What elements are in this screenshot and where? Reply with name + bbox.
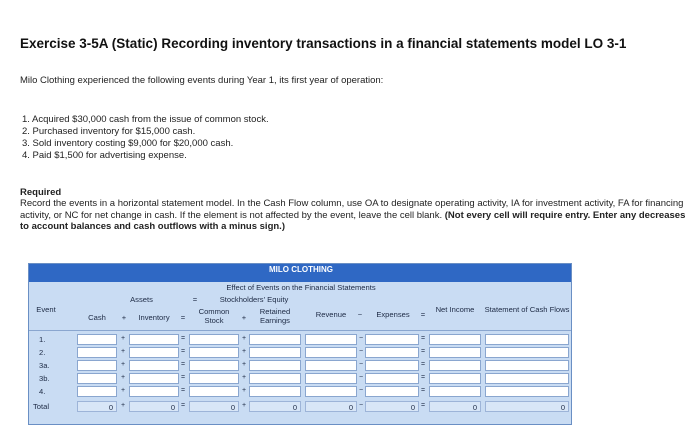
event-item-4: 4. Paid $1,500 for advertising expense. [22,150,187,161]
operator-sign: + [120,374,126,381]
header-divider [29,330,571,331]
operator-sign: − [358,374,364,381]
net-income-input[interactable] [429,334,481,345]
total-retained-earnings: 0 [249,401,301,412]
row-label: 3a. [39,361,50,370]
cash-flows-input[interactable] [485,334,569,345]
col-inventory: Inventory [138,313,170,322]
required-text: Record the events in a horizontal statement model. In the Cash Flow column, use OA to designate operating activity, IA for investment activity, FA for financing activity, or NC for net change in cash. If the element is not affected by the event, leave the cell blank. [20,198,684,221]
col-cash: Cash [88,313,106,322]
op-minus-header: − [357,310,363,319]
event-item-3: 3. Sold inventory costing $9,000 for $20,000 cash. [22,138,234,149]
common-stock-input[interactable] [189,334,239,345]
inventory-input[interactable] [129,347,179,358]
company-name: MILO CLOTHING [269,265,333,274]
event-item-2: 2. Purchased inventory for $15,000 cash. [22,126,196,137]
cash-flows-input[interactable] [485,360,569,371]
net-income-input[interactable] [429,360,481,371]
operator-sign: − [358,361,364,368]
statement-model-table [28,263,572,425]
common-stock-input[interactable] [189,360,239,371]
net-income-input[interactable] [429,373,481,384]
col-common-stock: Common Stock [198,307,230,325]
operator-sign: + [120,402,126,409]
retained-earnings-input[interactable] [249,347,301,358]
cash-input[interactable] [77,347,117,358]
col-net-income: Net Income [435,305,475,314]
retained-earnings-input[interactable] [249,360,301,371]
operator-sign: + [241,402,247,409]
revenue-input[interactable] [305,360,357,371]
common-stock-input[interactable] [189,347,239,358]
net-income-input[interactable] [429,386,481,397]
op-eq-header: = [180,313,186,322]
operator-sign: = [420,348,426,355]
inventory-input[interactable] [129,360,179,371]
op-plus-header-2: + [241,313,247,322]
operator-sign: − [358,402,364,409]
col-expenses: Expenses [376,310,410,319]
operator-sign: = [180,361,186,368]
required-heading: Required [20,187,62,198]
operator-sign: = [180,402,186,409]
operator-sign: = [420,361,426,368]
revenue-input[interactable] [305,373,357,384]
col-revenue: Revenue [315,310,347,319]
op-eq-header-2: = [420,310,426,319]
common-stock-input[interactable] [189,373,239,384]
operator-sign: + [241,361,247,368]
operator-sign: + [241,348,247,355]
expenses-input[interactable] [365,386,419,397]
cash-flows-input[interactable] [485,347,569,358]
revenue-input[interactable] [305,334,357,345]
operator-sign: = [420,387,426,394]
retained-earnings-input[interactable] [249,386,301,397]
retained-earnings-input[interactable] [249,373,301,384]
operator-sign: + [120,387,126,394]
expenses-input[interactable] [365,360,419,371]
operator-sign: − [358,335,364,342]
operator-sign: + [120,335,126,342]
operator-sign: = [180,374,186,381]
cash-input[interactable] [77,373,117,384]
total-common-stock: 0 [189,401,239,412]
cash-input[interactable] [77,360,117,371]
operator-sign: = [420,335,426,342]
required-instructions [20,198,688,233]
table-subtitle: Effect of Events on the Financial Statements [226,283,376,292]
expenses-input[interactable] [365,334,419,345]
event-item-1: 1. Acquired $30,000 cash from the issue of common stock. [22,114,269,125]
operator-sign: + [120,348,126,355]
operator-sign: + [241,387,247,394]
inventory-input[interactable] [129,334,179,345]
col-retained-earnings: Retained Earnings [259,307,291,325]
total-expenses: 0 [365,401,419,412]
revenue-input[interactable] [305,347,357,358]
inventory-input[interactable] [129,386,179,397]
net-income-input[interactable] [429,347,481,358]
col-event: Event [36,305,56,314]
equity-header: Stockholders' Equity [219,295,289,304]
cash-flows-input[interactable] [485,386,569,397]
operator-sign: + [120,361,126,368]
required-note: (Not every cell will require entry. Enter any decreases to account balances and cash outflows with a minus sign.) [20,209,686,232]
total-revenue: 0 [305,401,357,412]
retained-earnings-input[interactable] [249,334,301,345]
total-inventory: 0 [129,401,179,412]
col-cash-flows: Statement of Cash Flows [484,305,570,314]
row-label: 3b. [39,374,50,383]
operator-sign: = [180,335,186,342]
total-cash-flows: 0 [485,401,569,412]
intro-text: Milo Clothing experienced the following events during Year 1, its first year of operation: [20,75,384,86]
row-label: 1. [39,335,46,344]
operator-sign: = [180,348,186,355]
operator-sign: − [358,387,364,394]
inventory-input[interactable] [129,373,179,384]
cash-input[interactable] [77,386,117,397]
expenses-input[interactable] [365,373,419,384]
cash-input[interactable] [77,334,117,345]
operator-sign: = [420,402,426,409]
total-label: Total [33,402,50,411]
assets-header: Assets [130,295,153,304]
cash-flows-input[interactable] [485,373,569,384]
operator-sign: = [420,374,426,381]
events-list [22,114,269,162]
operator-sign: − [358,348,364,355]
operator-sign: + [241,374,247,381]
expenses-input[interactable] [365,347,419,358]
total-cash: 0 [77,401,117,412]
row-label: 4. [39,387,46,396]
operator-sign: + [241,335,247,342]
operator-sign: = [180,387,186,394]
row-label: 2. [39,348,46,357]
revenue-input[interactable] [305,386,357,397]
common-stock-input[interactable] [189,386,239,397]
total-net-income: 0 [429,401,481,412]
op-plus-header-1: + [121,313,127,322]
page-title: Exercise 3-5A (Static) Recording inventory transactions in a financial statements model LO 3-1 [20,36,627,51]
eq-op-header: = [192,295,198,304]
